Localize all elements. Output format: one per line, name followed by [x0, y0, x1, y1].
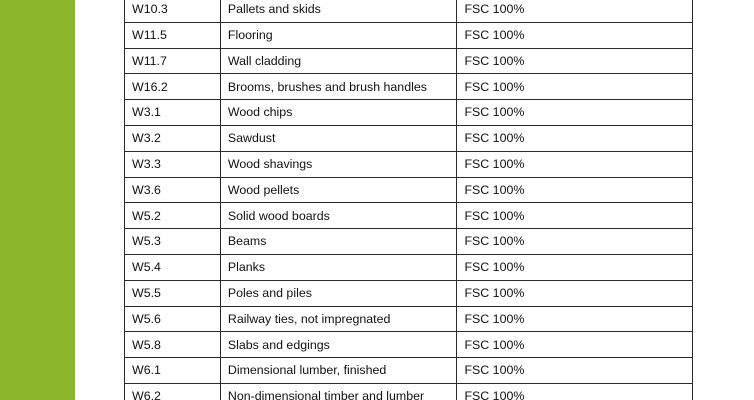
- table-row: [125, 22, 693, 48]
- fsc-claim-cell: FSC 100%: [457, 358, 693, 384]
- product-description-cell: Planks: [220, 254, 457, 280]
- fsc-claim-cell: FSC 100%: [457, 254, 693, 280]
- table-row: [125, 383, 693, 400]
- product-description-cell: Non-dimensional timber and lumber: [220, 383, 457, 400]
- fsc-claim-cell: FSC 100%: [457, 306, 693, 332]
- product-code-cell: W11.7: [125, 48, 221, 74]
- product-description-cell: Sawdust: [220, 125, 457, 151]
- product-description-cell: Beams: [220, 229, 457, 255]
- table-row: [125, 254, 693, 280]
- product-description-cell: Wall cladding: [220, 48, 457, 74]
- product-description-cell: Railway ties, not impregnated: [220, 306, 457, 332]
- product-code-cell: W5.2: [125, 203, 221, 229]
- fsc-claim-cell: FSC 100%: [457, 177, 693, 203]
- table-row: [125, 229, 693, 255]
- fsc-claim-cell: FSC 100%: [457, 229, 693, 255]
- table-body: [125, 0, 693, 400]
- product-description-cell: Wood shavings: [220, 151, 457, 177]
- table-row: [125, 177, 693, 203]
- fsc-claim-cell: FSC 100%: [457, 151, 693, 177]
- table-row: [125, 0, 693, 22]
- table-row: [125, 332, 693, 358]
- product-code-cell: W5.8: [125, 332, 221, 358]
- fsc-claim-cell: FSC 100%: [457, 100, 693, 126]
- table-row: [125, 125, 693, 151]
- fsc-claim-cell: FSC 100%: [457, 48, 693, 74]
- product-description-cell: Wood chips: [220, 100, 457, 126]
- product-table: [124, 0, 693, 400]
- product-code-cell: W5.6: [125, 306, 221, 332]
- table-row: [125, 151, 693, 177]
- product-description-cell: Solid wood boards: [220, 203, 457, 229]
- table-row: [125, 358, 693, 384]
- table-row: [125, 203, 693, 229]
- table-row: [125, 48, 693, 74]
- product-description-cell: Flooring: [220, 22, 457, 48]
- fsc-claim-cell: FSC 100%: [457, 280, 693, 306]
- product-code-cell: W5.4: [125, 254, 221, 280]
- product-code-cell: W3.1: [125, 100, 221, 126]
- product-code-cell: W5.3: [125, 229, 221, 255]
- table-row: [125, 306, 693, 332]
- product-code-cell: W11.5: [125, 22, 221, 48]
- fsc-claim-cell: FSC 100%: [457, 203, 693, 229]
- product-description-cell: Wood pellets: [220, 177, 457, 203]
- table-row: [125, 280, 693, 306]
- product-code-cell: W6.1: [125, 358, 221, 384]
- table-row: [125, 100, 693, 126]
- fsc-claim-cell: FSC 100%: [457, 74, 693, 100]
- product-code-cell: W3.2: [125, 125, 221, 151]
- fsc-claim-cell: FSC 100%: [457, 0, 693, 22]
- product-description-cell: Slabs and edgings: [220, 332, 457, 358]
- product-code-cell: W5.5: [125, 280, 221, 306]
- product-code-cell: W3.3: [125, 151, 221, 177]
- product-description-cell: Poles and piles: [220, 280, 457, 306]
- product-code-cell: W6.2: [125, 383, 221, 400]
- green-side-bar: [0, 0, 75, 400]
- product-code-cell: W10.3: [125, 0, 221, 22]
- product-description-cell: Dimensional lumber, finished: [220, 358, 457, 384]
- fsc-claim-cell: FSC 100%: [457, 125, 693, 151]
- product-code-cell: W16.2: [125, 74, 221, 100]
- table-row: [125, 74, 693, 100]
- product-code-cell: W3.6: [125, 177, 221, 203]
- fsc-claim-cell: FSC 100%: [457, 383, 693, 400]
- fsc-claim-cell: FSC 100%: [457, 332, 693, 358]
- product-description-cell: Brooms, brushes and brush handles: [220, 74, 457, 100]
- product-description-cell: Pallets and skids: [220, 0, 457, 22]
- fsc-claim-cell: FSC 100%: [457, 22, 693, 48]
